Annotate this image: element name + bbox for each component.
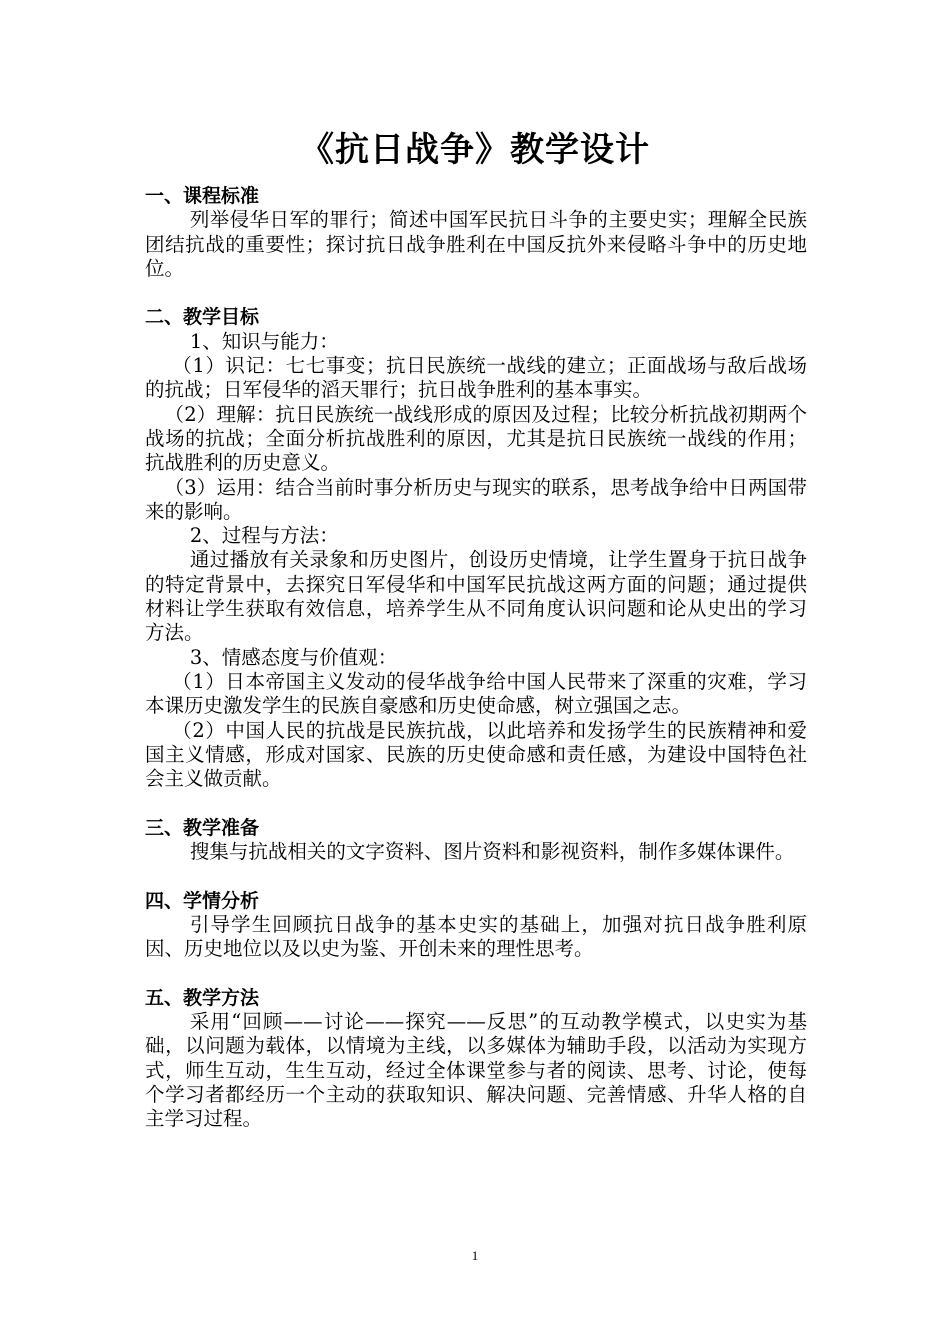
paragraph: （1）识记：七七事变；抗日民族统一战线的建立；正面战场与敌后战场的抗战；日军侵华的滔天罪行；抗日战争胜利的基本事实。 — [145, 354, 807, 402]
section-curriculum-standard — [145, 184, 807, 281]
section-heading: 五、教学方法 — [145, 986, 260, 1009]
section-teaching-preparation — [145, 816, 807, 865]
document-title: 《抗日战争》教学设计 — [300, 130, 650, 170]
section-learner-analysis — [145, 889, 807, 962]
section-heading: 四、学情分析 — [145, 889, 260, 912]
paragraph: （1）日本帝国主义发动的侵华战争给中国人民带来了深重的灾难，学习本课历史激发学生的民族自豪感和历史使命感，树立强国之志。 — [145, 669, 807, 718]
paragraph: （3）运用：结合当前时事分析历史与现实的联系，思考战争给中日两国带来的影响。 — [145, 475, 807, 523]
section-teaching-objectives — [145, 305, 807, 791]
paragraph: 3、情感态度与价值观： — [189, 645, 398, 669]
document-body — [145, 184, 807, 1132]
paragraph: 1、知识与能力： — [189, 329, 339, 353]
paragraph: 引导学生回顾抗日战争的基本史实的基础上，加强对抗日战争胜利原因、历史地位以及以史为鉴、开创未来的理性思考。 — [145, 912, 807, 961]
paragraph: 通过播放有关录象和历史图片，创设历史情境，让学生置身于抗日战争的特定背景中，去探究日军侵华和中国军民抗战这两方面的问题；通过提供材料让学生获取有效信息，培养学生从不同角度认识问题和论从史出的学习方法。 — [145, 548, 807, 645]
section-heading: 一、课程标准 — [145, 185, 260, 207]
paragraph: 列举侵华日军的罪行；简述中国军民抗日斗争的主要史实；理解全民族团结抗战的重要性；探讨抗日战争胜利在中国反抗外来侵略斗争中的历史地位。 — [145, 208, 807, 280]
paragraph: （2）中国人民的抗战是民族抗战，以此培养和发扬学生的民族精神和爱国主义情感，形成对国家、民族的历史使命感和责任感，为建设中国特色社会主义做贡献。 — [145, 718, 807, 791]
page-number: 1 — [471, 1248, 479, 1263]
section-heading: 三、教学准备 — [145, 816, 260, 839]
paragraph: 2、过程与方法： — [189, 524, 339, 548]
paragraph: 搜集与抗战相关的文字资料、图片资料和影视资料，制作多媒体课件。 — [189, 840, 795, 864]
paragraph: （2）理解：抗日民族统一战线形成的原因及过程；比较分析抗战初期两个战场的抗战；全面分析抗战胜利的原因，尤其是抗日民族统一战线的作用；抗战胜利的历史意义。 — [145, 402, 807, 475]
section-heading: 二、教学目标 — [145, 306, 260, 329]
section-teaching-methods — [145, 986, 807, 1132]
paragraph: 采用“回顾——讨论——探究——反思”的互动教学模式，以史实为基础，以问题为载体，以情境为主线，以多媒体为辅助手段，以活动为实现方式，师生互动，生生互动，经过全体课堂参与者的阅读、思考、讨论，使每个学习者都经历一个主动的获取知识、解决问题、完善情感、升华人格的自主学习过程。 — [145, 1010, 807, 1131]
